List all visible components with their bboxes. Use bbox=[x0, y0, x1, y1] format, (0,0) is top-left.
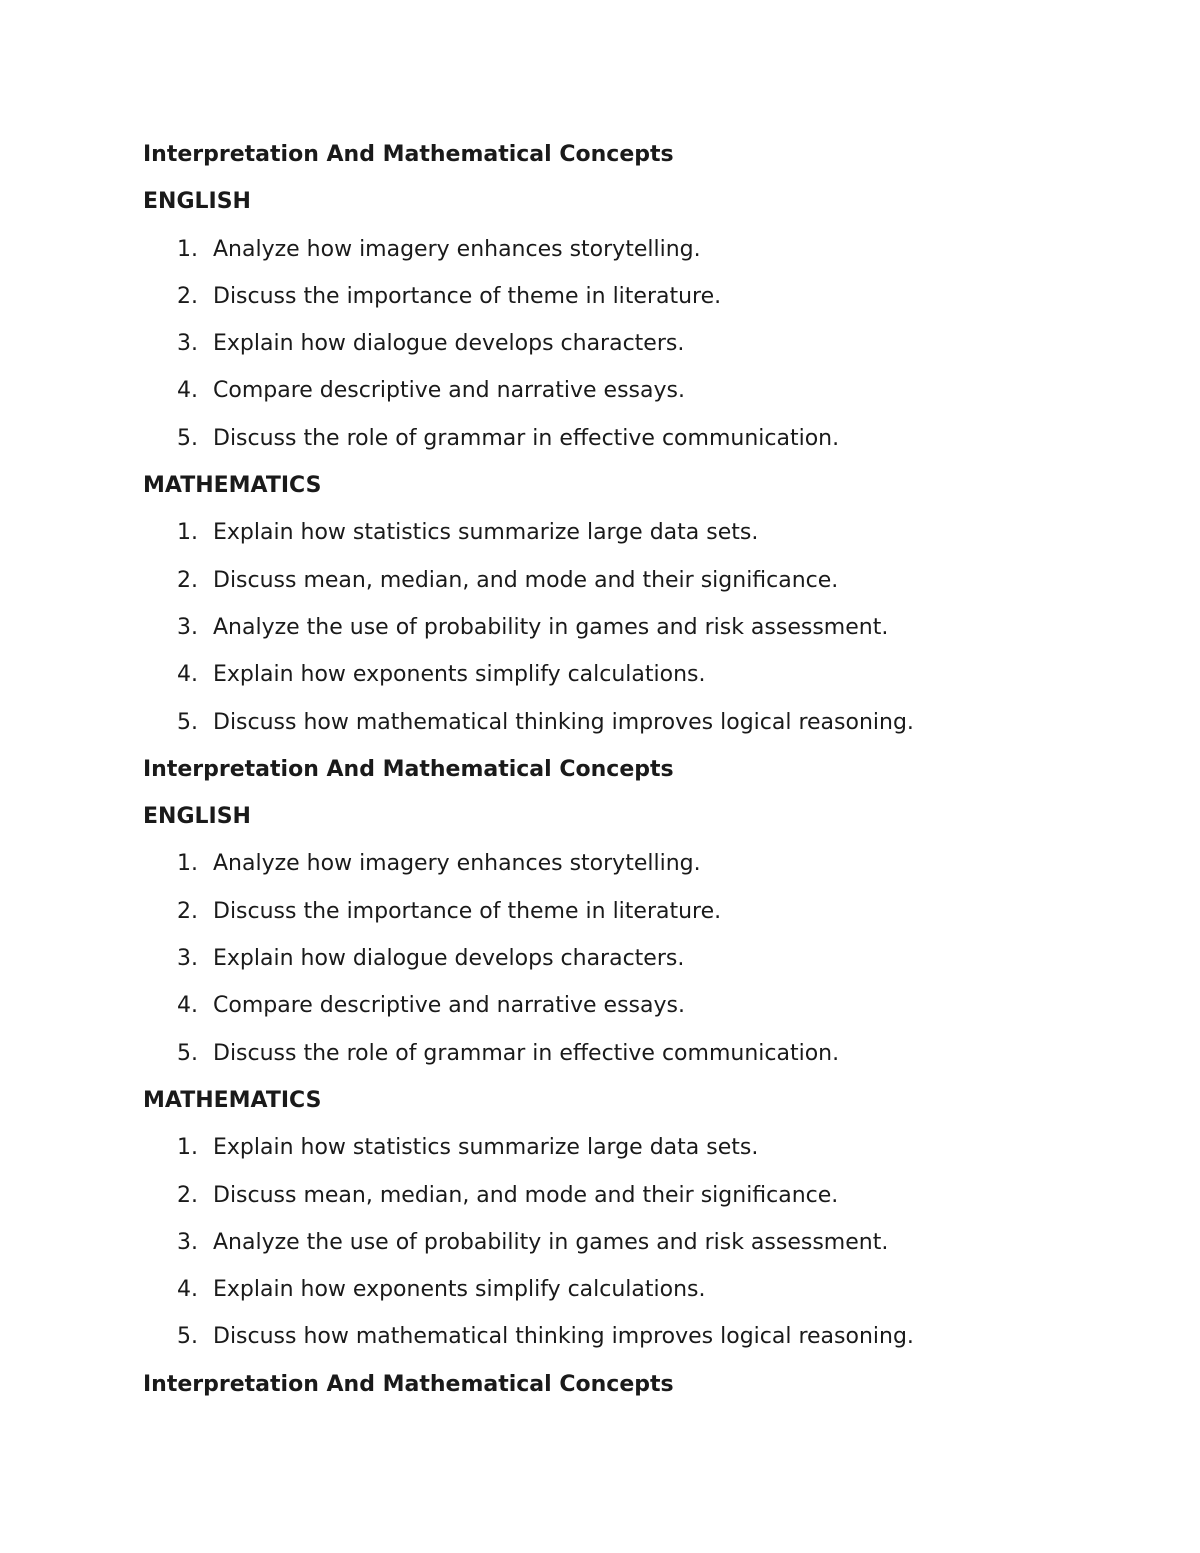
list-number: 4. bbox=[177, 662, 198, 688]
list-item bbox=[143, 611, 1103, 658]
list-item-text: Analyze how imagery enhances storytelling. bbox=[213, 851, 701, 877]
list-number: 2. bbox=[177, 567, 198, 593]
document-content bbox=[143, 138, 1103, 1415]
list-item bbox=[143, 1179, 1103, 1226]
list-item-text: Discuss the importance of theme in literature. bbox=[213, 898, 722, 924]
list-item-text: Explain how exponents simplify calculations. bbox=[213, 1277, 706, 1303]
list-item bbox=[143, 1037, 1103, 1084]
list-item-text: Discuss the role of grammar in effective communication. bbox=[213, 1040, 840, 1066]
list-item-text: Discuss how mathematical thinking improves logical reasoning. bbox=[213, 709, 914, 735]
section-heading-english: ENGLISH bbox=[143, 189, 251, 215]
list-number: 1. bbox=[177, 1135, 198, 1161]
list-number: 3. bbox=[177, 614, 198, 640]
list-number: 5. bbox=[177, 425, 198, 451]
list-item-text: Discuss the role of grammar in effective communication. bbox=[213, 425, 840, 451]
list-item bbox=[143, 280, 1103, 327]
list-number: 3. bbox=[177, 331, 198, 357]
list-item-text: Explain how exponents simplify calculations. bbox=[213, 662, 706, 688]
list-item-text: Explain how statistics summarize large data sets. bbox=[213, 1135, 759, 1161]
list-number: 4. bbox=[177, 993, 198, 1019]
section-heading-english: ENGLISH bbox=[143, 804, 251, 830]
list-item bbox=[143, 895, 1103, 942]
list-item bbox=[143, 942, 1103, 989]
list-item bbox=[143, 516, 1103, 563]
list-item-text: Analyze how imagery enhances storytelling. bbox=[213, 236, 701, 262]
list-item-text: Explain how dialogue develops characters. bbox=[213, 946, 685, 972]
list-item bbox=[143, 564, 1103, 611]
list-number: 5. bbox=[177, 1040, 198, 1066]
list-item bbox=[143, 847, 1103, 894]
document-title: Interpretation And Mathematical Concepts bbox=[143, 1371, 674, 1397]
list-number: 3. bbox=[177, 946, 198, 972]
list-item-text: Compare descriptive and narrative essays. bbox=[213, 378, 685, 404]
list-number: 5. bbox=[177, 709, 198, 735]
list-number: 2. bbox=[177, 1182, 198, 1208]
list-number: 4. bbox=[177, 1277, 198, 1303]
list-item bbox=[143, 989, 1103, 1036]
list-item bbox=[143, 422, 1103, 469]
list-number: 1. bbox=[177, 236, 198, 262]
list-item bbox=[143, 1131, 1103, 1178]
list-item bbox=[143, 327, 1103, 374]
section-heading-mathematics: MATHEMATICS bbox=[143, 473, 322, 499]
list-item bbox=[143, 1226, 1103, 1273]
document-title: Interpretation And Mathematical Concepts bbox=[143, 756, 674, 782]
list-item-text: Explain how dialogue develops characters. bbox=[213, 331, 685, 357]
list-number: 2. bbox=[177, 283, 198, 309]
list-number: 5. bbox=[177, 1324, 198, 1350]
list-item bbox=[143, 658, 1103, 705]
list-number: 4. bbox=[177, 378, 198, 404]
list-item-text: Explain how statistics summarize large data sets. bbox=[213, 520, 759, 546]
list-item bbox=[143, 1273, 1103, 1320]
list-number: 2. bbox=[177, 898, 198, 924]
list-number: 1. bbox=[177, 520, 198, 546]
list-item-text: Compare descriptive and narrative essays. bbox=[213, 993, 685, 1019]
list-item-text: Discuss mean, median, and mode and their significance. bbox=[213, 567, 839, 593]
list-item-text: Analyze the use of probability in games and risk assessment. bbox=[213, 614, 889, 640]
list-item bbox=[143, 706, 1103, 753]
section-heading-mathematics: MATHEMATICS bbox=[143, 1087, 322, 1113]
list-item-text: Discuss the importance of theme in literature. bbox=[213, 283, 722, 309]
list-item-text: Discuss how mathematical thinking improves logical reasoning. bbox=[213, 1324, 914, 1350]
list-item bbox=[143, 374, 1103, 421]
list-item bbox=[143, 1320, 1103, 1367]
list-item bbox=[143, 233, 1103, 280]
document-title: Interpretation And Mathematical Concepts bbox=[143, 142, 674, 167]
list-number: 1. bbox=[177, 851, 198, 877]
list-item-text: Discuss mean, median, and mode and their significance. bbox=[213, 1182, 839, 1208]
list-item-text: Analyze the use of probability in games and risk assessment. bbox=[213, 1229, 889, 1255]
list-number: 3. bbox=[177, 1229, 198, 1255]
